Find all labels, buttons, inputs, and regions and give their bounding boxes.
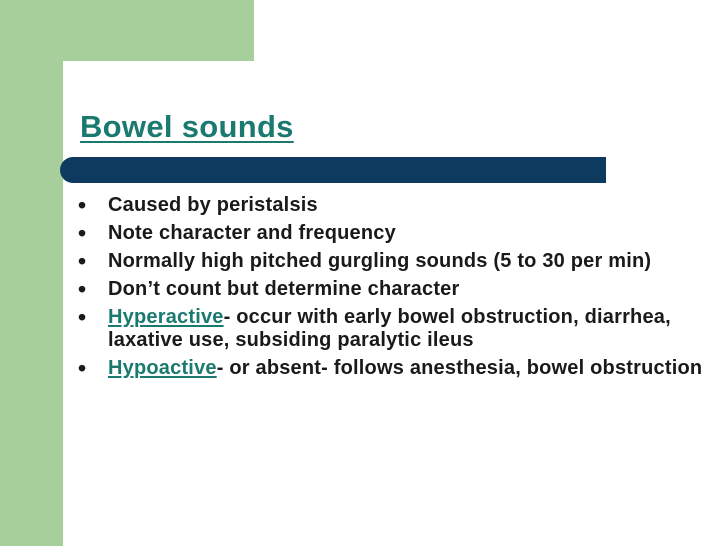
bullet-dot-icon: • <box>78 192 87 218</box>
title-rule <box>75 157 606 183</box>
bullet-dot-icon: • <box>78 248 87 274</box>
bullet-item <box>76 278 716 301</box>
bullet-text: Caused by peristalsis <box>108 194 318 216</box>
bullet-item <box>76 194 716 217</box>
bullet-dot-icon: • <box>78 276 87 302</box>
bullet-item <box>76 306 716 352</box>
term-hyperactive: Hyperactive <box>108 306 224 328</box>
bullet-text: - occur with early bowel obstruction, diarrhea, laxative use, subsiding paralytic ileus <box>108 306 671 351</box>
bullet-list <box>76 194 716 385</box>
bullet-dot-icon: • <box>78 355 87 381</box>
bullet-text: Normally high pitched gurgling sounds (5 to 30 per min) <box>108 250 652 272</box>
bullet-item <box>76 222 716 245</box>
left-green-stripe <box>0 0 63 546</box>
bullet-dot-icon: • <box>78 304 87 330</box>
bullet-item <box>76 250 716 273</box>
bullet-text: Note character and frequency <box>108 222 396 244</box>
bullet-dot-icon: • <box>78 220 87 246</box>
slide-title: Bowel sounds <box>80 109 294 144</box>
bullet-text: - or absent- follows anesthesia, bowel obstruction <box>216 357 703 379</box>
bullet-item <box>76 357 716 380</box>
term-hypoactive: Hypoactive <box>108 357 217 379</box>
bullet-text: Don’t count but determine character <box>108 278 460 300</box>
